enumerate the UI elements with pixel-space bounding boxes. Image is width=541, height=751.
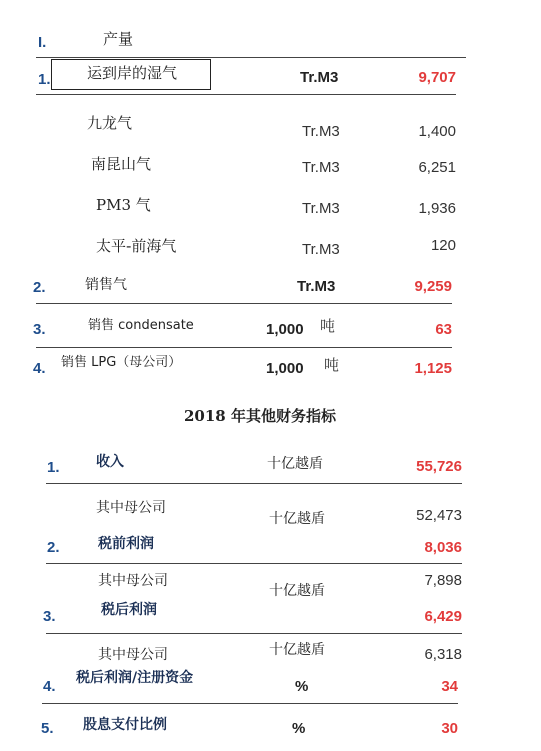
row-unit: Tr.M3 [297, 278, 336, 295]
row-value: 8,036 [424, 539, 462, 556]
row-number: 4. [43, 678, 56, 695]
row-value: 7,898 [424, 572, 462, 589]
row-unit: % [292, 720, 306, 737]
row-number: 2. [33, 279, 46, 296]
row-number: 4. [33, 360, 46, 377]
row-number: 5. [41, 720, 54, 737]
row-label: 税后利润/注册资金 [76, 670, 194, 686]
divider [36, 303, 452, 304]
row-label: 其中母公司 [98, 647, 168, 663]
row-value: 9,259 [414, 278, 452, 295]
row-value: 6,318 [424, 646, 462, 663]
row-label: 其中母公司 [96, 500, 166, 516]
section-number: I. [38, 34, 47, 51]
row-label: 税后利润 [101, 602, 157, 618]
row-unit: Tr.M3 [302, 241, 340, 258]
row-label: 南昆山气 [91, 155, 152, 173]
row-value: 6,429 [424, 608, 462, 625]
row-label: 太平-前海气 [96, 237, 177, 255]
row-value: 30 [441, 720, 458, 737]
row-unit: Tr.M3 [302, 123, 340, 140]
divider [46, 633, 462, 634]
row-unit: 十亿越盾 [269, 511, 325, 527]
divider [46, 563, 462, 564]
divider [36, 57, 466, 58]
divider [46, 483, 462, 484]
row-unit-qty: 1,000 [266, 360, 304, 377]
row-unit: Tr.M3 [302, 200, 340, 217]
divider [42, 703, 458, 704]
row-value: 6,251 [418, 159, 456, 176]
row-value: 55,726 [416, 458, 462, 475]
row-unit: 吨 [324, 357, 340, 374]
row-number: 1. [38, 71, 51, 88]
row-label: 收入 [96, 454, 124, 470]
row-label: 股息支付比例 [83, 717, 167, 733]
row-unit: Tr.M3 [300, 69, 339, 86]
row-value: 52,473 [416, 507, 462, 524]
row-value: 34 [441, 678, 458, 695]
divider [36, 94, 456, 95]
row-unit: % [295, 678, 309, 695]
row-label: 税前利润 [98, 536, 154, 552]
row-value: 63 [435, 321, 452, 338]
row-unit: 十亿越盾 [269, 642, 325, 658]
row-value: 1,400 [418, 123, 456, 140]
row-value: 1,936 [418, 200, 456, 217]
label-box [51, 59, 211, 90]
row-number: 1. [47, 459, 60, 476]
row-label: 销售 LPG（母公司） [61, 355, 182, 370]
row-unit: 吨 [320, 318, 336, 335]
row-label: PM3 气 [96, 196, 151, 214]
row-label: 九龙气 [87, 114, 133, 132]
row-number: 3. [33, 321, 46, 338]
row-unit-qty: 1,000 [266, 321, 304, 338]
row-label: 运到岸的湿气 [87, 64, 178, 82]
divider [36, 347, 452, 348]
row-value: 120 [430, 237, 456, 254]
row-number: 3. [43, 608, 56, 625]
row-label: 其中母公司 [98, 573, 168, 589]
row-label: 销售气 [85, 277, 127, 293]
section-title: 产量 [103, 30, 134, 48]
row-unit: 十亿越盾 [267, 456, 323, 472]
row-value: 1,125 [414, 360, 452, 377]
row-unit: Tr.M3 [302, 159, 340, 176]
row-value: 9,707 [418, 69, 456, 86]
section-title: 2018 年其他财务指标 [184, 407, 336, 425]
row-label: 销售 condensate [88, 318, 194, 333]
row-unit: 十亿越盾 [269, 583, 325, 599]
row-number: 2. [47, 539, 60, 556]
